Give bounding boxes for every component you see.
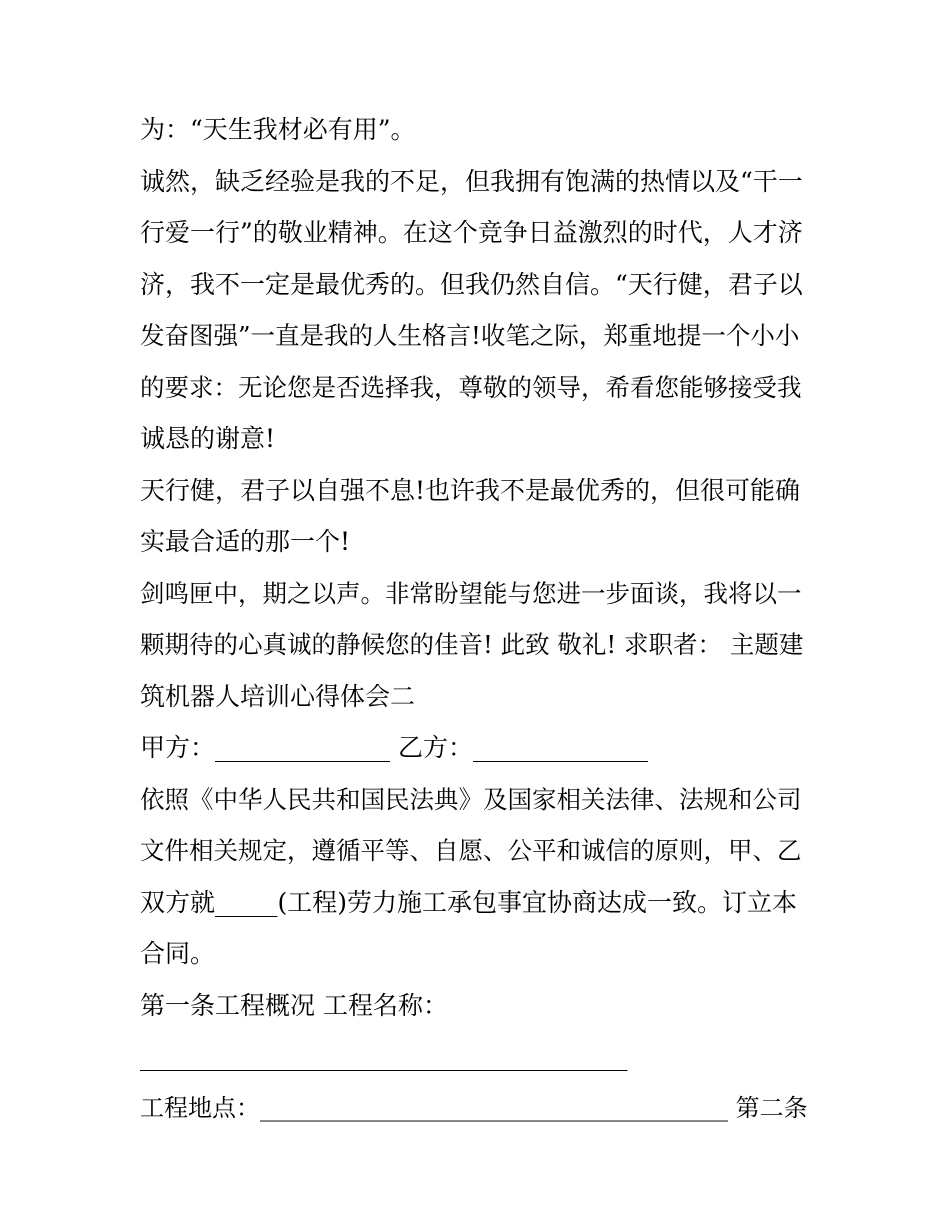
text-line-17: 合同。 xyxy=(140,939,216,968)
text-line-1: 为：“天生我材必有用”。 xyxy=(140,115,416,144)
text-line-10: 剑鸣匣中，期之以声。非常盼望能与您进一步面谈，我将以一 xyxy=(140,578,802,608)
text-line-4: 济，我不一定是最优秀的。但我仍然自信。“天行健，君子以 xyxy=(140,269,803,299)
text-line-5: 发奋图强”一直是我的人生格言!收笔之际，郑重地提一个小小 xyxy=(140,321,800,350)
text-line-15: 文件相关规定，遵循平等、自愿、公平和诚信的原则，甲、乙 xyxy=(140,836,802,865)
text-line-8: 天行健，君子以自强不息!也许我不是最优秀的，但很可能确 xyxy=(140,475,801,505)
text-line-11: 颗期待的心真诚的静候您的佳音! 此致 敬礼! 求职者： 主题建 xyxy=(140,630,804,659)
project-location-line: 工程地点：_______________________________________ 第二条 xyxy=(140,1093,808,1122)
article-1-heading: 第一条工程概况 工程名称： xyxy=(140,990,448,1020)
text-line-2: 诚然，缺乏经验是我的不足，但我拥有饱满的热情以及“干一 xyxy=(140,166,803,196)
document-body xyxy=(140,104,812,1134)
project-name-blank: _______________________________________ xyxy=(140,1042,628,1071)
text-line-16: 双方就_____(工程)劳力施工承包事宜协商达成一致。订立本 xyxy=(140,887,798,917)
text-line-7: 诚恳的谢意! xyxy=(140,424,276,453)
party-line: 甲方：______________ 乙方：______________ xyxy=(140,733,648,762)
text-line-14: 依照《中华人民共和国民法典》及国家相关法律、法规和公司 xyxy=(140,784,802,814)
text-line-3: 行爱一行”的敬业精神。在这个竞争日益激烈的时代，人才济 xyxy=(140,218,803,247)
text-line-12: 筑机器人培训心得体会二 xyxy=(140,681,416,711)
text-line-6: 的要求：无论您是否选择我，尊敬的领导，希看您能够接受我 xyxy=(140,372,802,402)
text-line-9: 实最合适的那一个! xyxy=(140,527,351,556)
